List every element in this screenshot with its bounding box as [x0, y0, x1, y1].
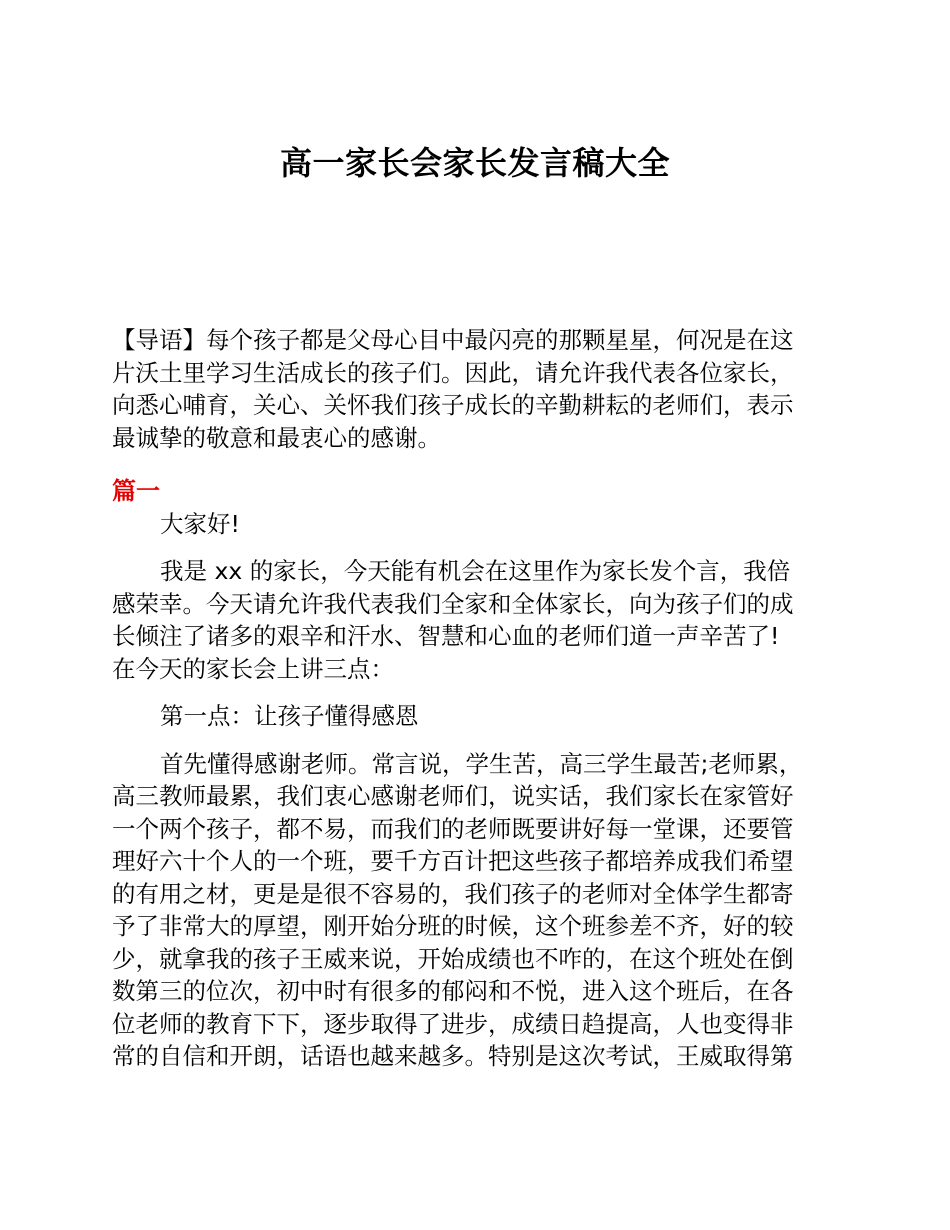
document-body: [112, 324, 838, 1073]
intro-line: 最诚挚的敬意和最衷心的感谢。: [112, 423, 441, 452]
section-heading: 篇一: [112, 477, 160, 505]
paragraph-line: 数第三的位次，初中时有很多的郁闷和不悦，进入这个班后，在各: [112, 977, 794, 1005]
point-1-heading: 第一点：让孩子懂得感恩: [160, 702, 419, 730]
paragraph-line: 高三教师最累，我们衷心感谢老师们，说实话，我们家长在家管好: [112, 782, 794, 810]
intro-line: 【导语】每个孩子都是父母心目中最闪亮的那颗星星，何况是在这: [112, 326, 794, 354]
intro-line: 向悉心哺育，关心、关怀我们孩子成长的辛勤耕耘的老师们，表示: [112, 391, 794, 419]
paragraph-line: 在今天的家长会上讲三点：: [112, 654, 394, 683]
document-title: 高一家长会家长发言稿大全: [279, 144, 670, 182]
paragraph-line: 感荣幸。今天请允许我代表我们全家和全体家长，向为孩子们的成: [112, 589, 794, 618]
intro-paragraph: [112, 324, 838, 454]
paragraph-line: 的有用之材，更是是很不容易的，我们孩子的老师对全体学生都寄: [112, 879, 794, 908]
paragraph-line: 予了非常大的厚望，刚开始分班的时候，这个班参差不齐，好的较: [112, 912, 794, 940]
paragraph-line: 位老师的教育下下，逐步取得了进步，成绩日趋提高，人也变得非: [112, 1009, 794, 1038]
paragraph-2: [112, 748, 838, 1073]
paragraph-line: 首先懂得感谢老师。常言说，学生苦，高三学生最苦;老师累，: [160, 749, 803, 778]
paragraph-line: 长倾注了诸多的艰辛和汗水、智慧和心血的老师们道一声辛苦了!: [112, 622, 780, 650]
paragraph-line: 我是 xx 的家长，今天能有机会在这里作为家长发个言，我倍: [160, 557, 791, 585]
paragraph-line: 理好六十个人的一个班，要千方百计把这些孩子都培养成我们希望: [112, 847, 794, 875]
paragraph-line: 常的自信和开朗，话语也越来越多。特别是这次考试，王威取得第: [112, 1042, 794, 1070]
paragraph-1: [112, 555, 838, 685]
greeting-line: 大家好!: [160, 509, 240, 538]
paragraph-line: 少，就拿我的孩子王威来说，开始成绩也不咋的，在这个班处在倒: [112, 944, 794, 973]
intro-line: 片沃土里学习生活成长的孩子们。因此，请允许我代表各位家长，: [112, 358, 794, 387]
paragraph-line: 一个两个孩子，都不易，而我们的老师既要讲好每一堂课，还要管: [112, 814, 794, 843]
